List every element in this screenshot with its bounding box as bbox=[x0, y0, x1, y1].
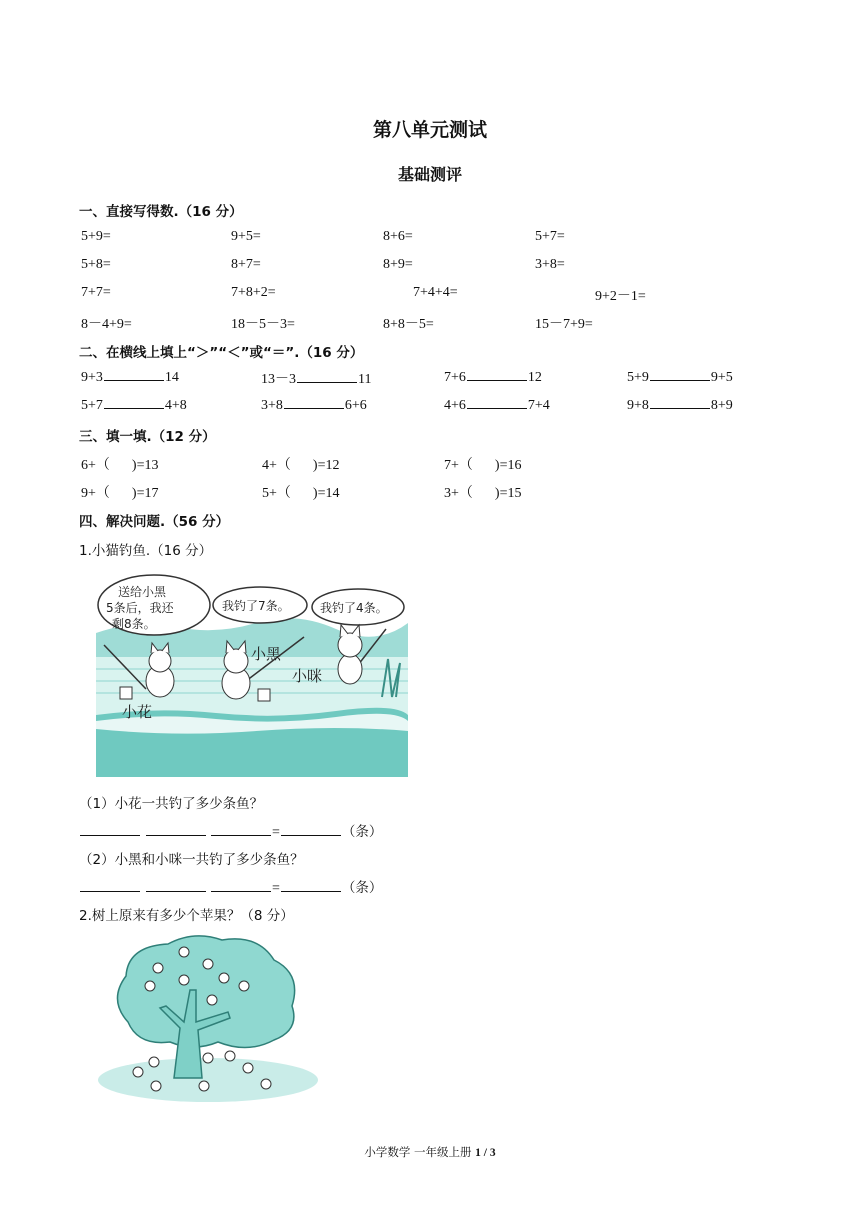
page-subtitle: 基础测评 bbox=[397, 165, 462, 184]
arith-item: 15－7+9= bbox=[535, 317, 593, 332]
arith-item: 8+8－5= bbox=[383, 317, 434, 332]
section-1-heading: 一、直接写得数.（16 分） bbox=[79, 204, 243, 220]
compare-item: 9+8 8+9 bbox=[627, 398, 733, 413]
question-1-title: 1.小猫钓鱼.（16 分） bbox=[79, 543, 213, 559]
arith-item: 5+8= bbox=[81, 257, 111, 272]
arith-item: 9+5= bbox=[231, 229, 261, 244]
question-1-sub-1: （1）小花一共钓了多少条鱼？ bbox=[79, 796, 264, 812]
svg-text:剩8条。: 剩8条。 bbox=[112, 617, 156, 631]
arith-item: 8+6= bbox=[383, 229, 413, 244]
arith-item: 5+9= bbox=[81, 229, 111, 244]
answer-blank[interactable] bbox=[650, 368, 710, 381]
svg-text:我钓了4条。: 我钓了4条。 bbox=[320, 601, 388, 615]
svg-text:小咪: 小咪 bbox=[292, 667, 323, 685]
arith-item: 7+8+2= bbox=[231, 285, 276, 300]
compare-item: 5+9 9+5 bbox=[627, 370, 733, 385]
answer-blank[interactable] bbox=[104, 396, 164, 409]
section-4-heading: 四、解决问题.（56 分） bbox=[79, 514, 230, 530]
question-1-sub-2: （2）小黑和小咪一共钓了多少条鱼？ bbox=[79, 852, 304, 868]
compare-item: 7+6 12 bbox=[444, 370, 542, 385]
arith-item: 8－4+9= bbox=[81, 317, 132, 332]
page-title: 第八单元测试 bbox=[372, 119, 487, 141]
answer-blank[interactable] bbox=[80, 823, 140, 836]
section-3-heading: 三、填一填.（12 分） bbox=[79, 429, 216, 445]
arith-item: 18－5－3= bbox=[231, 317, 295, 332]
answer-blank[interactable] bbox=[297, 370, 357, 383]
section-2-heading: 二、在横线上填上“＞”“＜”或“＝”.（16 分） bbox=[79, 345, 364, 361]
fishing-cats-illustration bbox=[96, 571, 408, 777]
arith-item: 8+7= bbox=[231, 257, 261, 272]
answer-blank[interactable] bbox=[284, 396, 344, 409]
answer-blank[interactable] bbox=[281, 823, 341, 836]
apple-tree-illustration bbox=[98, 930, 324, 1104]
compare-item: 9+3 14 bbox=[81, 370, 179, 385]
answer-blank[interactable] bbox=[146, 879, 206, 892]
arith-item: 3+8= bbox=[535, 257, 565, 272]
answer-blank[interactable] bbox=[467, 396, 527, 409]
arith-item: 5+7= bbox=[535, 229, 565, 244]
answer-blank[interactable] bbox=[80, 879, 140, 892]
fill-item: 4+（ )=12 bbox=[262, 458, 340, 473]
answer-line-1: = （条） bbox=[79, 820, 382, 841]
fill-item: 5+（ )=14 bbox=[262, 486, 340, 501]
svg-text:小花: 小花 bbox=[122, 703, 153, 721]
svg-text:我钓了7条。: 我钓了7条。 bbox=[222, 599, 290, 613]
arith-item: 8+9= bbox=[383, 257, 413, 272]
fill-item: 9+（ )=17 bbox=[81, 486, 159, 501]
compare-item: 5+7 4+8 bbox=[81, 398, 187, 413]
arith-item: 7+7= bbox=[81, 285, 111, 300]
svg-text:5条后，我还: 5条后，我还 bbox=[106, 601, 174, 615]
arith-item: 7+4+4= bbox=[413, 285, 458, 300]
compare-item: 3+8 6+6 bbox=[261, 398, 367, 413]
fill-item: 7+（ )=16 bbox=[444, 458, 522, 473]
answer-blank[interactable] bbox=[211, 879, 271, 892]
compare-item: 4+6 7+4 bbox=[444, 398, 550, 413]
answer-blank[interactable] bbox=[146, 823, 206, 836]
fill-item: 6+（ )=13 bbox=[81, 458, 159, 473]
answer-blank[interactable] bbox=[104, 368, 164, 381]
compare-item: 13－3 11 bbox=[261, 372, 372, 387]
answer-blank[interactable] bbox=[281, 879, 341, 892]
answer-blank[interactable] bbox=[467, 368, 527, 381]
answer-blank[interactable] bbox=[211, 823, 271, 836]
answer-blank[interactable] bbox=[650, 396, 710, 409]
svg-text:送给小黑: 送给小黑 bbox=[118, 585, 167, 599]
svg-text:小黑: 小黑 bbox=[251, 645, 282, 663]
page-footer: 小学数学 一年级上册 1 / 3 bbox=[364, 1145, 496, 1159]
answer-line-2: = （条） bbox=[79, 876, 382, 897]
fill-item: 3+（ )=15 bbox=[444, 486, 522, 501]
question-2-title: 2.树上原来有多少个苹果？（8 分） bbox=[79, 908, 294, 924]
page-number: 1 / 3 bbox=[475, 1147, 496, 1159]
arith-item: 9+2－1= bbox=[595, 289, 646, 304]
